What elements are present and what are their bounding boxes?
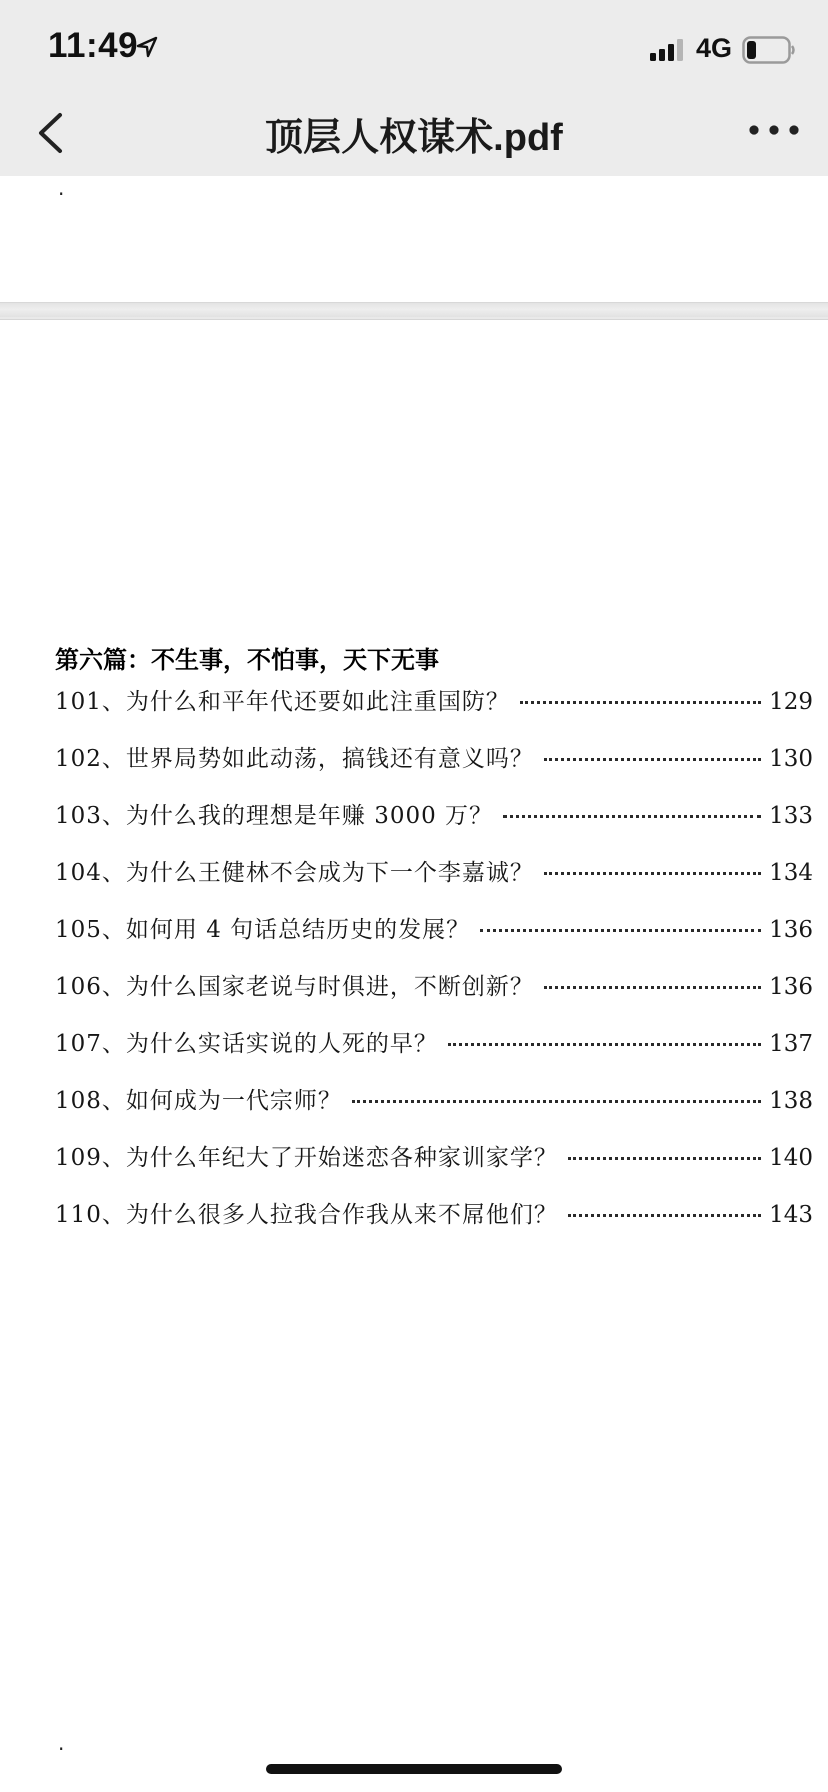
toc-entry-title: 106、为什么国家老说与时俱进，不断创新？ [55, 974, 534, 1000]
toc-dot-leader [520, 701, 761, 704]
toc-dot-leader [544, 758, 761, 761]
navigation-bar [0, 96, 828, 176]
status-bar [0, 0, 828, 96]
toc-dot-leader [480, 929, 761, 932]
toc-entry-page: 133 [769, 803, 813, 829]
network-type-label: 4G [696, 33, 733, 63]
toc-entry-title: 101、为什么和平年代还要如此注重国防？ [55, 689, 510, 715]
page-separator [0, 303, 828, 317]
toc-entry-title: 110、为什么很多人拉我合作我从来不屌他们？ [55, 1202, 558, 1228]
toc-entry[interactable] [55, 854, 813, 911]
table-of-contents [55, 683, 813, 1253]
home-indicator[interactable] [266, 1764, 562, 1774]
toc-entry-page: 137 [769, 1031, 813, 1057]
toc-entry[interactable] [55, 740, 813, 797]
toc-dot-leader [544, 872, 761, 875]
document-title: 顶层人权谋术.pdf [265, 117, 563, 159]
back-button[interactable] [22, 102, 82, 162]
toc-entry-title: 107、为什么实话实说的人死的早？ [55, 1031, 438, 1057]
toc-entry-title: 102、世界局势如此动荡，搞钱还有意义吗？ [55, 746, 534, 772]
battery-low-icon [742, 36, 796, 64]
toc-dot-leader [503, 815, 761, 818]
current-page [0, 319, 828, 1792]
toc-entry[interactable] [55, 683, 813, 740]
ellipsis-icon [746, 110, 802, 150]
toc-dot-leader [568, 1214, 761, 1217]
more-options-button[interactable] [746, 110, 802, 150]
toc-dot-leader [568, 1157, 761, 1160]
toc-entry[interactable] [55, 797, 813, 854]
toc-entry-title: 105、如何用 4 句话总结历史的发展？ [55, 917, 471, 943]
status-time: 11:49 [48, 26, 139, 65]
toc-entry-page: 136 [769, 974, 813, 1000]
previous-page [0, 176, 828, 303]
toc-entry-page: 136 [769, 917, 813, 943]
document-viewer[interactable] [0, 176, 828, 1792]
page-mark: . [58, 176, 65, 200]
toc-entry-title: 108、如何成为一代宗师？ [55, 1088, 342, 1114]
toc-entry-title: 103、为什么我的理想是年赚 3000 万？ [55, 803, 494, 829]
location-arrow-icon [136, 36, 158, 58]
page-mark: . [58, 1731, 65, 1755]
toc-entry-page: 134 [769, 860, 813, 886]
toc-entry[interactable] [55, 1196, 813, 1253]
toc-entry-page: 138 [769, 1088, 813, 1114]
toc-entry-page: 140 [769, 1145, 813, 1171]
toc-entry[interactable] [55, 968, 813, 1025]
toc-entry[interactable] [55, 911, 813, 968]
cellular-signal-icon [650, 39, 688, 61]
toc-entry[interactable] [55, 1025, 813, 1082]
toc-entry[interactable] [55, 1082, 813, 1139]
toc-entry-title: 109、为什么年纪大了开始迷恋各种家训家学？ [55, 1145, 558, 1171]
toc-dot-leader [448, 1043, 761, 1046]
chevron-left-icon [36, 112, 64, 154]
toc-entry-page: 129 [769, 689, 813, 715]
toc-entry-page: 143 [769, 1202, 813, 1228]
toc-dot-leader [352, 1100, 761, 1103]
section-heading: 第六篇：不生事，不怕事，天下无事 [55, 646, 439, 674]
toc-entry-title: 104、为什么王健林不会成为下一个李嘉诚？ [55, 860, 534, 886]
toc-entry-page: 130 [769, 746, 813, 772]
toc-dot-leader [544, 986, 761, 989]
toc-entry[interactable] [55, 1139, 813, 1196]
